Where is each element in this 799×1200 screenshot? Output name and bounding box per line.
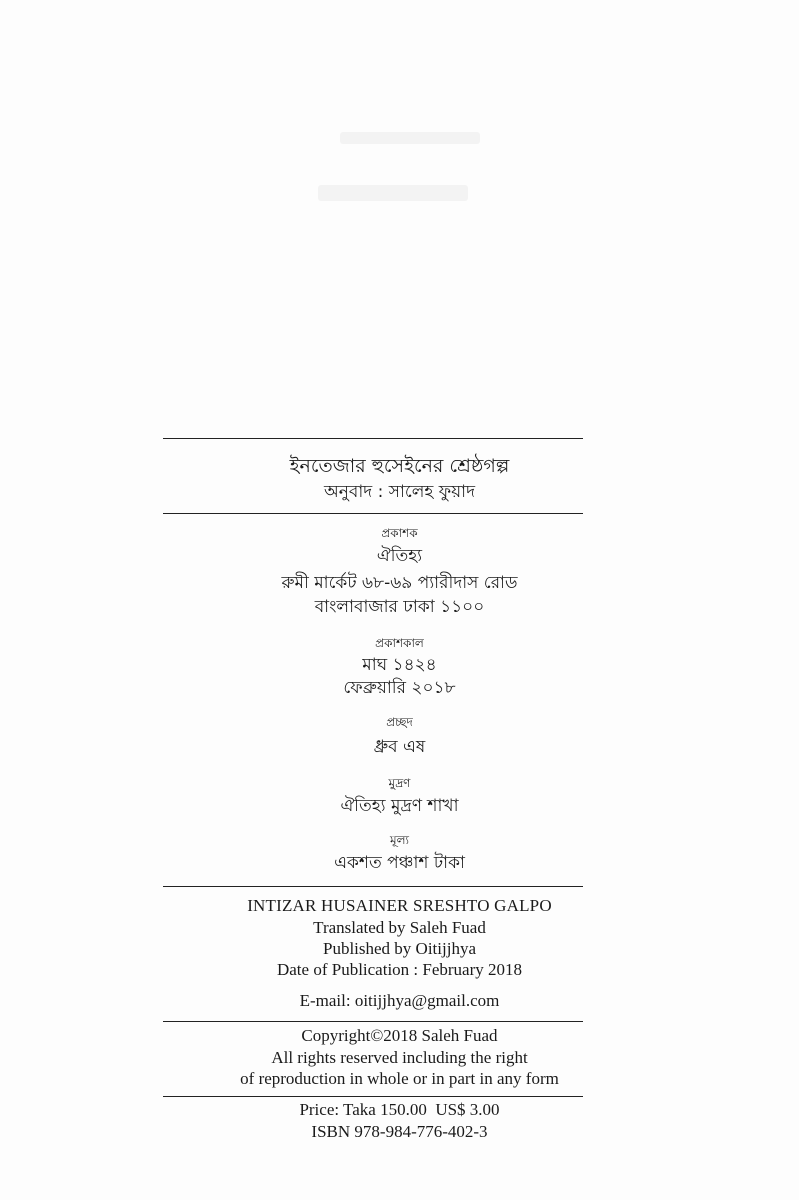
divider-top [163, 438, 583, 439]
divider-bottom [163, 1096, 583, 1097]
printer-name: ঐতিহ্য মুদ্রণ শাখা [340, 796, 459, 816]
publisher-name: ঐতিহ্য [376, 546, 423, 566]
pubdate-label: প্রকাশকাল [375, 636, 424, 650]
cover-artist: ধ্রুব এষ [373, 737, 426, 757]
divider-copyright [163, 1021, 583, 1022]
bengali-title: ইনতেজার হুসেইনের শ্রেষ্ঠগল্প [289, 455, 510, 477]
english-translated-by: Translated by Saleh Fuad [313, 918, 486, 937]
bleed-through-mark [340, 132, 480, 144]
publisher-address-line2: বাংলাবাজার ঢাকা ১১০০ [314, 597, 485, 617]
cover-label: প্রচ্ছদ [386, 715, 413, 729]
bleed-through-mark [318, 185, 468, 201]
email-address: E-mail: oitijjhya@gmail.com [299, 991, 500, 1010]
copyright-line: Copyright©2018 Saleh Fuad [301, 1026, 498, 1045]
price-bengali: একশত পঞ্চাশ টাকা [334, 853, 465, 873]
pubdate-gregorian: ফেব্রুয়ারি ২০১৮ [343, 678, 456, 698]
bengali-translator: অনুবাদ : সালেহ ফুয়াদ [323, 482, 476, 502]
price-label: মূল্য [389, 833, 410, 847]
english-title: INTIZAR HUSAINER SRESHTO GALPO [247, 896, 552, 915]
english-pub-date: Date of Publication : February 2018 [276, 960, 523, 979]
price-english: Price: Taka 150.00 US$ 3.00 [299, 1100, 500, 1119]
publisher-label: প্রকাশক [381, 526, 418, 540]
rights-line2: of reproduction in whole or in part in any form [240, 1069, 559, 1088]
printing-label: মুদ্রণ [388, 776, 411, 790]
divider-english [163, 886, 583, 887]
pubdate-bengali: মাঘ ১৪২৪ [362, 655, 437, 675]
isbn-number: ISBN 978-984-776-402-3 [311, 1122, 488, 1141]
publisher-address-line1: রুমী মার্কেট ৬৮-৬৯ প্যারীদাস রোড [281, 573, 518, 593]
divider-bengali-title [163, 513, 583, 514]
english-published-by: Published by Oitijjhya [323, 939, 476, 958]
rights-line1: All rights reserved including the right [271, 1048, 528, 1067]
